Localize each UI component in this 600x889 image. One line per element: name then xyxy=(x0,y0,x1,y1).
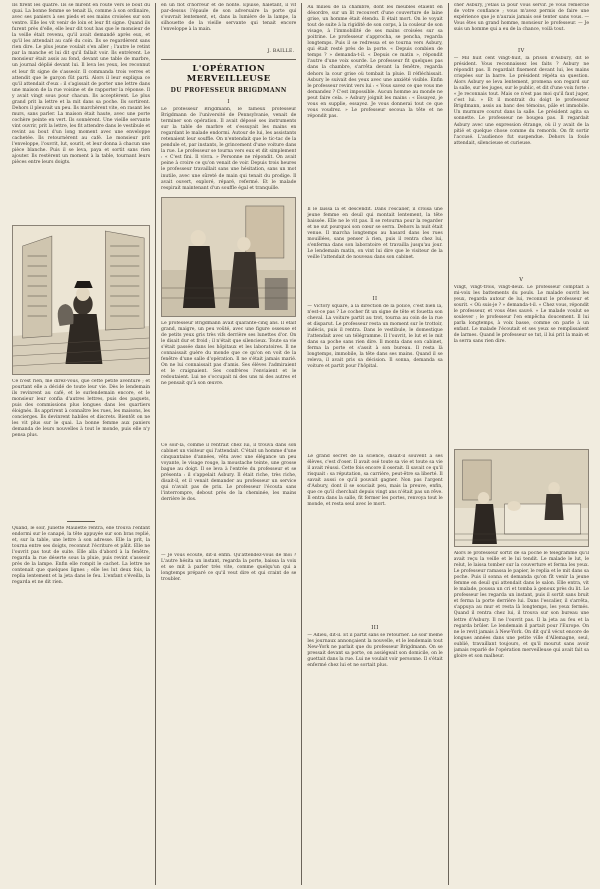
doctor-and-visitor-illustration xyxy=(161,197,296,317)
col1-text-a: Ils firent les quatre. Ils se mirent en route vers le bout du quai. La bonne femme se tenait là, comme à son ordinaire, avec ses paniers à ses pieds et ses mains croisées sur son ventre. Elle les vit venir de loin et leur fit signe. Quand ils furent près d'elle, elle leur dit tout bas que le monsieur de la veille était revenu, qu'il avait demandé après eux, et qu'il les attendait au café du coin. Ils se regardèrent sans rien dire. Le plus jeune voulait s'en aller ; l'autre le retint par la manche et lui dit qu'il fallait voir. Ils entrèrent. Le monsieur était assis au fond, devant une table de marbre, un journal déplié devant lui. Il leva les yeux, les reconnut et leur fit signe de s'asseoir. Il commanda trois verres et attendit que le garçon fût parti. Alors il leur expliqua ce qu'il attendait d'eux : il s'agissait de porter une lettre dans une maison de la rue voisine et de rapporter la réponse. Il y avait vingt sous pour chacun. Ils acceptèrent. Le plus grand prit la lettre et la mit dans sa poche. Ils sortirent. Dehors il pleuvait un peu. Ils marchèrent vite, en rasant les murs, sans parler. La maison était haute, avec une porte cochère peinte en vert. Ils sonnèrent. Une vieille servante vint ouvrir, prit la lettre, les fit attendre dans le vestibule et revint au bout d'un long moment avec une enveloppe cachetée. Ils retournèrent au café. Le monsieur prit l'enveloppe, l'ouvrit, lut, sourit, et leur donna à chacun une pièce blanche. Puis il se leva, paya et sortit sans rien ajouter. Ils restèrent un moment à la table, tournant leurs pièces entre leurs doigts. xyxy=(12,3,151,166)
col2-text-b: Le professeur Brigdmann, le fameux professeur Brigdmann de l'université de Pennsylvanie, venait de terminer son opération. Il avait déposé ses instruments sur la table de marbre et s'essuyait les mains en regardant le malade endormi. Autour de lui, les assistants retenaient leur souffle. On n'entendait que le tic-tac de la pendule et, par instants, le grincement d'une voiture dans la rue. Le professeur se tourna vers eux et dit simplement : « C'est fini. Il vivra. » Personne ne répondit. On avait peine à croire ce qu'on venait de voir. Depuis trois heures le professeur travaillait sans une hésitation, sans un mot inutile, avec une sûreté de main qui tenait du prodige. Il avait ouvert, exploré, réparé, refermé. Et le malade respirait maintenant d'un souffle égal et tranquille. xyxy=(161,107,297,191)
story-subtitle: DU PROFESSEUR BRIGDMANN xyxy=(170,87,287,94)
story-title: L'OPÉRATION MERVEILLEUSE xyxy=(186,64,271,84)
col2-text-d: Ce soir-là, comme il rentrait chez lui, il trouva dans son cabinet un visiteur qui l'attendait. C'était un homme d'une cinquantaine d'années, vêtu avec une élégance un peu voyante, le visage rouge, la moustache teinte, une grosse bague au doigt. Il se leva à l'entrée du professeur et se présenta : il s'appelait Asbury. Il était riche, très riche, disait-il, et il venait demander au professeur un service qui n'avait pas de prix. Le professeur l'écouta sans l'interrompre, debout près de la cheminée, les mains derrière le dos. xyxy=(161,443,297,503)
chapter-number-5: V xyxy=(519,277,524,283)
street-scene-illustration xyxy=(12,225,150,375)
col3-text-c: — Victory square, à la direction de la police, c'est bien là, n'est-ce pas ? Le cocher fit un signe de tête et fouetta son cheval. La voiture partit au trot, tourna au coin de la rue et disparut. Le professeur resta un moment sur le trottoir, indécis, puis il rentra. Dans le vestibule, le domestique l'attendait avec un télégramme. Il l'ouvrit, le lut et le mit dans sa poche sans rien dire. Il monta dans son cabinet, ferma la porte et s'assit à son bureau. Il resta là longtemps, immobile, la tête dans ses mains. Quand il se releva, il avait pris sa décision. Il sonna, demanda sa voiture et partit pour l'hôpital. xyxy=(307,304,443,370)
col2-text-c: Le professeur Brigdmann avait quarante-cinq ans. Il était grand, maigre, un peu voûté, avec une figure osseuse et de petits yeux gris très vifs derrière ses lunettes d'or. On le disait dur et froid ; il n'était que silencieux. Toute sa vie s'était passée dans les hôpitaux et les laboratoires. Il ne connaissait guère du monde que ce qu'on en voit de la fenêtre d'une salle d'opération. Il ne s'était jamais marié. On ne lui connaissait pas d'amis. Ses élèves l'admiraient et le craignaient. Ses confrères l'enviaient et le redoutaient. Lui ne s'occupait ni des uns ni des autres et ne pensait qu'à son œuvre. xyxy=(161,321,297,387)
col1-text-c: Quand, le soir, Juliette Maulette rentra, elle trouva l'enfant endormi sur le canapé, la tête appuyée sur son bras replié, et, sur la table, une lettre à son adresse. Elle la prit, la tourna entre ses doigts, reconnut l'écriture et pâlit. Elle ne l'ouvrit pas tout de suite. Elle alla d'abord à la fenêtre, regarda la rue déserte sous la pluie, puis revint s'asseoir près de la lampe. Enfin elle rompit le cachet. La lettre ne contenait que quelques lignes ; elle les lut deux fois, la replia lentement et la jeta dans le feu. L'enfant s'éveilla, la regarda et ne dit rien. xyxy=(12,526,151,586)
separator xyxy=(67,521,95,522)
col4-text-b: — Mil huit cent vingt-huit, la prison d'Asbury, dit le président. Vous reconnaissez les faits ? Asbury ne répondit pas. Il regardait fixement devant lui, les mains crispées sur la barre. Le président répéta sa question. Alors Asbury se leva lentement, promena son regard sur la salle, sur les juges, sur le public, et dit d'une voix forte : « Je reconnais tout. Mais ce n'est pas moi qu'il faut juger, c'est lui. » Et il montrait du doigt le professeur Brigdmann, assis au banc des témoins, pâle et immobile. Un murmure courut dans la salle. Le président agita sa sonnette. Le professeur ne bougea pas. Il regardait Asbury avec une expression étrange, où il y avait de la pitié et quelque chose comme du remords. On fit sortir l'accusé. L'audience fut suspendue. Dehors la foule attendait, silencieuse et curieuse. xyxy=(453,56,590,146)
column-2 xyxy=(155,3,301,885)
col2-text-e: — Je vous écoute, dit-il enfin. Qu'attendez-vous de moi ? L'autre hésita un instant, regarda la porte, baissa la voix et se mit à parler très vite, comme quelqu'un qui a longtemps préparé ce qu'il veut dire et qui craint de se troubler. xyxy=(161,553,297,583)
col3-text-b: Il le laissa là et descendit. Dans l'escalier, il croisa une jeune femme en deuil qui montait lentement, la tête baissée. Elle ne le vit pas. Il se retourna pour la regarder et ne sut pourquoi son cœur se serra. Dehors la nuit était venue. Il marcha longtemps au hasard dans les rues mouillées, sans penser à rien, puis il rentra chez lui, s'enferma dans son laboratoire et travailla jusqu'au jour. Le lendemain matin, on vint lui dire que le visiteur de la veille l'attendait de nouveau dans son cabinet. xyxy=(307,207,443,261)
chapter-number-4: IV xyxy=(517,48,525,54)
col3-text-e: — Adieu, dit-il. Et il partit sans se retourner. Le soir même les journaux annonçaient la nouvelle, et le lendemain tout New-York ne parlait que du professeur Brigdmann. On se pressait devant sa porte, on assiégeait son domicile, on le guettait dans la rue. Lui ne voulait voir personne. Il s'était enfermé chez lui et ne sortait plus. xyxy=(307,633,443,669)
story-divider xyxy=(161,59,296,60)
column-4 xyxy=(448,3,594,885)
col3-text-a: Au milieu de la chambre, dont les meubles étaient en désordre, sur un lit recouvert d'une couverture de laine grise, un homme était étendu. Il était mort. On le voyait tout de suite à la rigidité de son corps, à la couleur de son visage, à l'immobilité de ses mains croisées sur sa poitrine. Le professeur s'approcha, se pencha, regarda longtemps. Puis il se redressa et se tourna vers Asbury, qui était resté près de la porte. « Depuis combien de temps ? » demanda-t-il. « Depuis ce matin », répondit l'autre d'une voix sourde. Le professeur fit quelques pas dans la chambre, s'arrêta devant la fenêtre, regarda dehors la cour grise où tombait la pluie. Il réfléchissait. Asbury le suivait des yeux avec une anxiété visible. Enfin le professeur revint vers lui : « Vous savez ce que vous me demandez ? C'est impossible. Aucun homme au monde ne peut faire cela. » Asbury joignit les mains : « Essayez, je vous en supplie, essayez. Je vous donnerai tout ce que vous voudrez. » Le professeur secoua la tête et ne répondit pas. xyxy=(307,5,443,119)
chapter-number-2: II xyxy=(372,296,378,302)
col4-text-c: Vingt, vingt-trois, vingt-deux. Le professeur comptait à mi-voix les battements du pouls. Le malade ouvrit les yeux, regarda autour de lui, reconnut le professeur et sourit. « Où suis-je ? » demanda-t-il. « Chez vous, répondit le professeur, et vous êtes sauvé. » Le malade voulut se soulever ; le professeur l'en empêcha doucement. Il lui parla longtemps, à voix basse, comme on parle à un enfant. Le malade l'écoutait et ses yeux se remplissaient de larmes. Quand le professeur se tut, il lui prit la main et la serra sans rien dire. xyxy=(453,285,590,345)
col2-text-a: en un flot d'horreur et de honte. Épuisé, haletant, il vit par-dessus l'épaule de son adversaire la porte qui s'ouvrait lentement, et, dans la lumière de la lampe, la silhouette de la vieille servante qui tenait encore l'enveloppe à la main. xyxy=(161,3,297,33)
col4-text-d: Alors le professeur sortit de sa poche le télégramme qu'il avait reçu la veille et le lui tendit. Le malade le lut, le relut, le laissa tomber sur la couverture et ferma les yeux. Le professeur ramassa le papier, le replia et le mit dans sa poche. Puis il sonna et demanda qu'on fît venir la jeune femme en deuil qui attendait dans le salon. Elle entra, vit le malade, poussa un cri et tomba à genoux près du lit. Le professeur les regarda un instant, puis il sortit sans bruit et ferma la porte derrière lui. Dans l'escalier, il s'arrêta, s'appuya au mur et resta là longtemps, les yeux fermés. Quand il rentra chez lui, il trouva sur son bureau une lettre d'Asbury. Il ne l'ouvrit pas. Il la jeta au feu et la regarda brûler. Le lendemain il partait pour l'Europe. On ne le revit jamais à New-York. On dit qu'il vécut encore de longues années dans une petite ville d'Allemagne, seul, oublié, travaillant toujours, et qu'il mourut sans avoir jamais reparlé de l'opération merveilleuse qui avait fait sa gloire et son malheur. xyxy=(453,551,590,659)
column-1 xyxy=(7,3,155,885)
column-layout xyxy=(7,3,594,885)
chapter-number: I xyxy=(227,99,230,105)
column-3 xyxy=(301,3,447,885)
bedside-scene-illustration xyxy=(454,449,589,547)
author-signature: J. BAILLE. xyxy=(267,49,295,54)
chapter-number-3: III xyxy=(371,625,379,631)
col3-text-d: Le grand secret de la science, disait-il souvent à ses élèves, c'est d'oser. Il avait osé toute sa vie et toute sa vie il avait réussi. Cette fois encore il oserait. Il savait ce qu'il risquait : sa réputation, sa carrière, peut-être sa liberté. Il savait aussi ce qu'il pouvait gagner. Non pas l'argent d'Asbury, dont il se souciait peu, mais la preuve, enfin, que ce qu'il cherchait depuis vingt ans n'était pas un rêve. Il entra dans la salle, fit fermer les portes, renvoya tout le monde, et resta seul avec le mort. xyxy=(307,454,443,508)
col4-text-a: cher Asbury, j'étais là pour vous servir. Je vous remercie de votre confiance ; vous m'avez permis de faire une expérience que je n'aurais jamais osé tenter sans vous. — Vous êtes un grand homme, monsieur le professeur. — Je suis un homme qui a eu de la chance, voilà tout. xyxy=(453,3,590,33)
col1-text-b: Ce n'est rien, me direz-vous, que cette petite aventure ; et pourtant elle a décidé de toute leur vie. Dès le lendemain ils revinrent au café, et le surlendemain encore, et le monsieur leur confia d'autres lettres, puis des paquets, puis des commissions plus longues dans les quartiers éloignés. Ils apprirent à connaître les rues, les maisons, les concierges. Ils devinrent habiles et discrets. Bientôt on ne les vit plus sur le quai. La bonne femme aux paniers demanda de leurs nouvelles à tout le monde, puis elle n'y pensa plus. xyxy=(12,379,151,439)
